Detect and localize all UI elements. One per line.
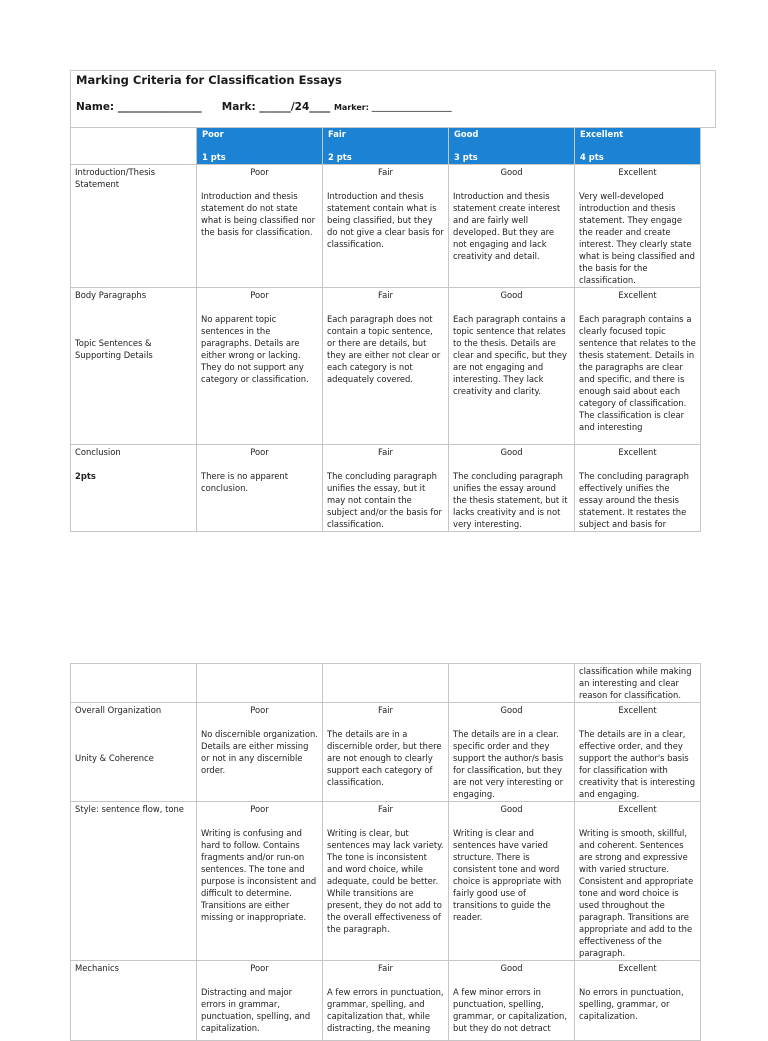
criterion-body-paragraphs: Body Paragraphs Topic Sentences & Supporting Details [71, 288, 197, 445]
criterion-conclusion: Conclusion 2pts [71, 445, 197, 532]
empty-cell [197, 664, 323, 703]
table-row-organization [71, 703, 701, 802]
cell-conclusion-poor: Poor There is no apparent conclusion. [197, 445, 323, 532]
cell-conclusion-excellent-continued: classification while making an interesting and clear reason for classification. [575, 664, 701, 703]
cell-style-poor: Poor Writing is confusing and hard to follow. Contains fragments and/or run-on sentences. The tone and purpose is inconsistent and difficult to determine. Transitions are either missing or inappropriate. [197, 802, 323, 961]
criterion-introduction: Introduction/Thesis Statement [71, 165, 197, 288]
level-header-poor: Poor 1 pts [197, 128, 323, 165]
empty-cell [323, 664, 449, 703]
cell-organization-excellent: Excellent The details are in a clear, effective order, and they support the author's basis for classification with creativity that is interesting and engaging. [575, 703, 701, 802]
table-row-style [71, 802, 701, 961]
cell-mechanics-fair: Fair A few errors in punctuation, grammar, spelling, and capitalization that, while distracting, the meaning [323, 961, 449, 1041]
cell-body-fair: Fair Each paragraph does not contain a topic sentence, or there are details, but they are either not clear or each category is not adequately covered. [323, 288, 449, 445]
cell-organization-fair: Fair The details are in a discernible order, but there are not enough to clearly support each category of classification. [323, 703, 449, 802]
cell-mechanics-good: Good A few minor errors in punctuation, spelling, grammar, or capitalization, but they do not detract [449, 961, 575, 1041]
cell-body-good: Good Each paragraph contains a topic sentence that relates to the thesis. Details are clear and specific, but they are not engaging and interesting. They lack creativity and clarity. [449, 288, 575, 445]
name-mark-line [76, 101, 452, 113]
cell-conclusion-good: Good The concluding paragraph unifies the essay around the thesis statement, but it lacks creativity and is not very interesting. [449, 445, 575, 532]
empty-cell [71, 664, 197, 703]
rubric-header [70, 70, 716, 128]
level-header-good: Good 3 pts [449, 128, 575, 165]
table-row-body-paragraphs [71, 288, 701, 445]
cell-body-poor: Poor No apparent topic sentences in the paragraphs. Details are either wrong or lacking. They do not support any category or classification. [197, 288, 323, 445]
levels-header-row [71, 128, 701, 165]
header-blank-cell [71, 128, 197, 165]
level-header-fair: Fair 2 pts [323, 128, 449, 165]
cell-intro-excellent: Excellent Very well-developed introduction and thesis statement. They engage the reader and create interest. They clearly state what is being classified and the basis for the classification. [575, 165, 701, 288]
marker-field: Marker: ____________________ [333, 103, 452, 112]
document-title: Marking Criteria for Classification Essays [76, 73, 342, 87]
cell-mechanics-poor: Poor Distracting and major errors in grammar, punctuation, spelling, and capitalization. [197, 961, 323, 1041]
criterion-organization: Overall Organization Unity & Coherence [71, 703, 197, 802]
empty-cell [449, 664, 575, 703]
cell-organization-poor: Poor No discernible organization. Details are either missing or not in any discernible order. [197, 703, 323, 802]
cell-conclusion-excellent: Excellent The concluding paragraph effectively unifies the essay around the thesis statement. It restates the subject and basis for [575, 445, 701, 532]
cell-body-excellent: Excellent Each paragraph contains a clearly focused topic sentence that relates to the thesis statement. Details in the paragraphs are clear and specific, and there is enough said about each category of classification. The classification is clear and interesting [575, 288, 701, 445]
rubric-table-page-1 [70, 127, 701, 532]
cell-style-excellent: Excellent Writing is smooth, skillful, and coherent. Sentences are strong and expressive with varied structure. Consistent and appropriate tone and word choice is used throughout the paragraph. Transitions are appropriate and add to the effectiveness of the paragraph. [575, 802, 701, 961]
name-field: Name: ________________ [76, 101, 202, 113]
criterion-style: Style: sentence flow, tone [71, 802, 197, 961]
cell-conclusion-fair: Fair The concluding paragraph unifies the essay, but it may not contain the subject and/or the basis for classification. [323, 445, 449, 532]
cell-intro-poor: Poor Introduction and thesis statement do not state what is being classified nor the basis for classification. [197, 165, 323, 288]
cell-intro-good: Good Introduction and thesis statement create interest and are fairly well developed. But they are not engaging and lack creativity and detail. [449, 165, 575, 288]
cell-organization-good: Good The details are in a clear. specific order and they support the author/s basis for classification, but they are not very interesting or engaging. [449, 703, 575, 802]
cell-style-fair: Fair Writing is clear, but sentences may lack variety. The tone is inconsistent and word choice, while adequate, could be better. While transitions are present, they do not add to the overall effectiveness of the paragraph. [323, 802, 449, 961]
level-header-excellent: Excellent 4 pts [575, 128, 701, 165]
cell-style-good: Good Writing is clear and sentences have varied structure. There is consistent tone and word choice is appropriate with fairly good use of transitions to guide the reader. [449, 802, 575, 961]
rubric-table-page-2 [70, 663, 701, 1041]
table-row-continuation [71, 664, 701, 703]
table-row-mechanics [71, 961, 701, 1041]
criterion-mechanics: Mechanics [71, 961, 197, 1041]
table-row-conclusion [71, 445, 701, 532]
conclusion-points: 2pts [75, 471, 96, 481]
mark-field: Mark: ______/24____ [221, 101, 331, 113]
table-row-introduction [71, 165, 701, 288]
cell-intro-fair: Fair Introduction and thesis statement contain what is being classified, but they do not give a clear basis for classification. [323, 165, 449, 288]
cell-mechanics-excellent: Excellent No errors in punctuation, spelling, grammar, or capitalization. [575, 961, 701, 1041]
